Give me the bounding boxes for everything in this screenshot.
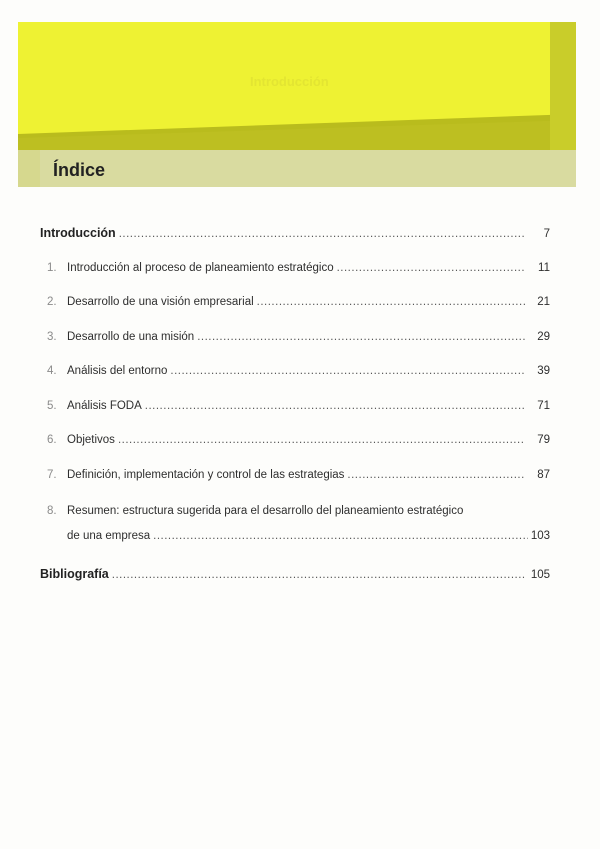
banner-faint-heading: Introducción [250,74,329,89]
toc-page-number: 105 [530,569,550,581]
toc-entry-number: 2. [47,296,57,308]
toc-entry-label: Introducción [40,226,116,240]
toc-entry-number: 3. [47,331,57,343]
toc-leader-dots [170,365,525,377]
toc-leader-dots [337,262,525,274]
toc-entry-label: Bibliografía [40,567,109,581]
toc-page-number: 21 [537,296,550,308]
toc-entry-6[interactable] [47,434,550,446]
toc-leader-dots [145,400,525,412]
toc-entry-2[interactable] [47,296,550,308]
toc-page-number: 71 [537,400,550,412]
toc-page-number: 7 [543,228,550,240]
toc-entry-8[interactable] [47,505,550,517]
toc-leader-dots [119,228,525,240]
toc-entry-bibliography[interactable] [40,567,550,581]
page-title: Índice [53,160,106,180]
toc-leader-dots [112,569,525,581]
toc-entry-label: Objetivos [67,434,115,446]
toc-entry-number: 8. [47,505,57,517]
toc-entry-intro[interactable] [40,226,550,240]
toc-entry-1[interactable] [47,262,550,274]
toc-entry-label: Análisis del entorno [67,365,168,377]
toc-leader-dots [118,434,525,446]
toc-entry-label: Introducción al proceso de planeamiento estratégico [67,262,334,274]
toc-entry-5[interactable] [47,400,550,412]
toc-entry-label: Resumen: estructura sugerida para el desarrollo del planeamiento estratégico [67,505,464,517]
toc-page-number: 87 [537,469,550,481]
toc-page-number: 39 [537,365,550,377]
toc-entry-label: Desarrollo de una misión [67,331,195,343]
toc-entry-number: 7. [47,469,57,481]
toc-entry-3[interactable] [47,331,550,343]
toc-entry-number: 1. [47,262,57,274]
index-title-bar-inner [40,150,576,187]
toc-entry-label: Análisis FODA [67,400,142,412]
toc-page-number: 29 [537,331,550,343]
toc-leader-dots [153,530,528,542]
toc-entry-label: Definición, implementación y control de las estrategias [67,469,345,481]
toc-entry-label: Desarrollo de una visión empresarial [67,296,254,308]
toc-page-number: 11 [538,262,550,274]
toc-entry-4[interactable] [47,365,550,377]
toc-page-number: 79 [537,434,550,446]
toc-leader-dots [197,331,525,343]
toc-leader-dots [257,296,525,308]
toc-page-number: 103 [530,530,550,542]
toc-leader-dots [347,469,525,481]
toc-entry-label-continued: de una empresa [67,530,151,542]
toc-entry-number: 5. [47,400,57,412]
toc-entry-7[interactable] [47,469,550,481]
toc-entry-number: 4. [47,365,57,377]
toc-entry-8-cont[interactable] [67,530,550,542]
toc-entry-number: 6. [47,434,57,446]
